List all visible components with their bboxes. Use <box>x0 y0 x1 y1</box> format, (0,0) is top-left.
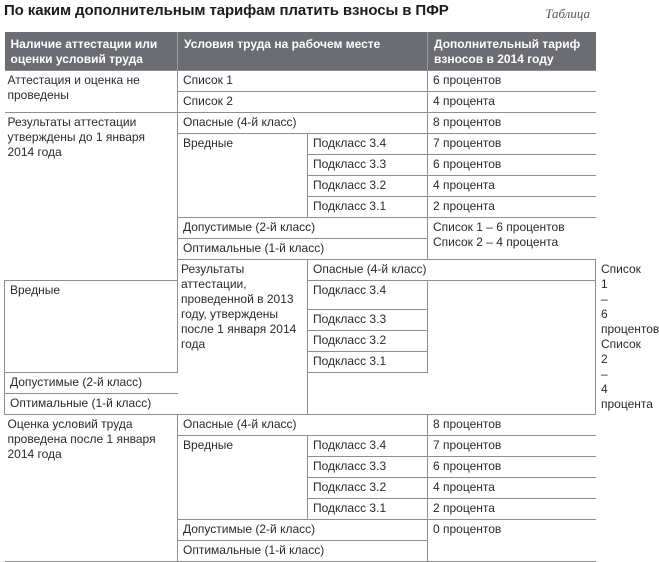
header-conditions: Условия труда на рабочем месте <box>178 32 428 71</box>
tariff-value: 7 процентов <box>428 134 596 155</box>
work-condition: Опасные (4-й класс) <box>178 415 428 436</box>
tariff-value: 6 процентов <box>428 71 596 92</box>
subclass: Подкласс 3.1 <box>308 197 428 218</box>
work-condition: Допустимые (2-й класс) <box>178 218 428 239</box>
subclass: Подкласс 3.1 <box>308 352 428 373</box>
subclass: Подкласс 3.2 <box>308 176 428 197</box>
tariff-value: 4 процента <box>428 478 596 499</box>
work-condition: Оптимальные (1-й класс) <box>5 394 308 415</box>
tariff-value: 4 процента <box>428 176 596 197</box>
header-row <box>5 32 596 71</box>
section-condition: Оценка условий труда проведена после 1 января 2014 года <box>5 415 178 562</box>
table-row <box>5 394 596 415</box>
subclass: Подкласс 3.2 <box>308 331 428 352</box>
tariff-value: 7 процентов <box>428 436 596 457</box>
work-condition: Список 2 <box>178 92 428 113</box>
subclass: Подкласс 3.4 <box>308 281 428 310</box>
work-condition: Допустимые (2-й класс) <box>178 520 428 541</box>
table-row <box>5 415 596 436</box>
work-condition: Оптимальные (1-й класс) <box>178 239 428 260</box>
section-condition: Аттестация и оценка не проведены <box>5 71 178 113</box>
subclass: Подкласс 3.4 <box>308 436 428 457</box>
tariff-value: 2 процента <box>428 197 596 218</box>
subclass: Подкласс 3.3 <box>308 155 428 176</box>
subclass: Подкласс 3.3 <box>308 457 428 478</box>
work-condition: Список 1 <box>178 71 428 92</box>
table-tag: Таблица <box>545 6 590 21</box>
subclass: Подкласс 3.3 <box>308 310 428 331</box>
section-condition: Результаты аттестации, проведенной в 2013 году, утверждены после 1 января 2014 года <box>178 260 308 415</box>
tariff-value: 0 процентов <box>428 520 596 562</box>
header-attestation: Наличие аттестации или оценки условий труда <box>5 32 178 71</box>
work-condition: Опасные (4-й класс) <box>178 113 428 134</box>
tariff-value: 4 процента <box>428 92 596 113</box>
tariff-table <box>4 32 659 562</box>
subclass: Подкласс 3.2 <box>308 478 428 499</box>
tariff-value: 8 процентов <box>428 415 596 436</box>
page-title: По каким дополнительным тарифам платить взносы в ПФР <box>4 2 449 19</box>
tariff-value: 8 процентов <box>428 113 596 134</box>
tariff-line: Список 1 – 6 процентов <box>433 220 565 234</box>
work-condition: Вредные <box>178 134 308 218</box>
tariff-value <box>428 218 596 260</box>
table-row: Результаты аттестации, проведенной в 2013 году, утверждены после 1 января 2014 года Опасные (4-й класс) Список 1 – 6 процентов Список 2 – 4 процента <box>5 260 596 281</box>
section-condition: Результаты аттестации утверждены до 1 января 2014 года <box>5 113 178 281</box>
table-row <box>5 113 596 134</box>
tariff-line: Список 2 – 4 процента <box>433 235 559 249</box>
header-tariff: Дополнительный тариф взносов в 2014 году <box>428 32 596 71</box>
work-condition: Вредные <box>178 436 308 520</box>
tariff-value: 2 процента <box>428 499 596 520</box>
work-condition: Опасные (4-й класс) <box>308 260 596 281</box>
work-condition: Оптимальные (1-й класс) <box>178 541 428 562</box>
tariff-value: 6 процентов <box>428 155 596 176</box>
subclass: Подкласс 3.4 <box>308 134 428 155</box>
work-condition: Вредные <box>5 281 178 373</box>
table-row <box>5 71 596 92</box>
subclass: Подкласс 3.1 <box>308 499 428 520</box>
work-condition: Допустимые (2-й класс) <box>5 373 308 394</box>
tariff-value: 6 процентов <box>428 457 596 478</box>
table-row <box>5 373 596 394</box>
